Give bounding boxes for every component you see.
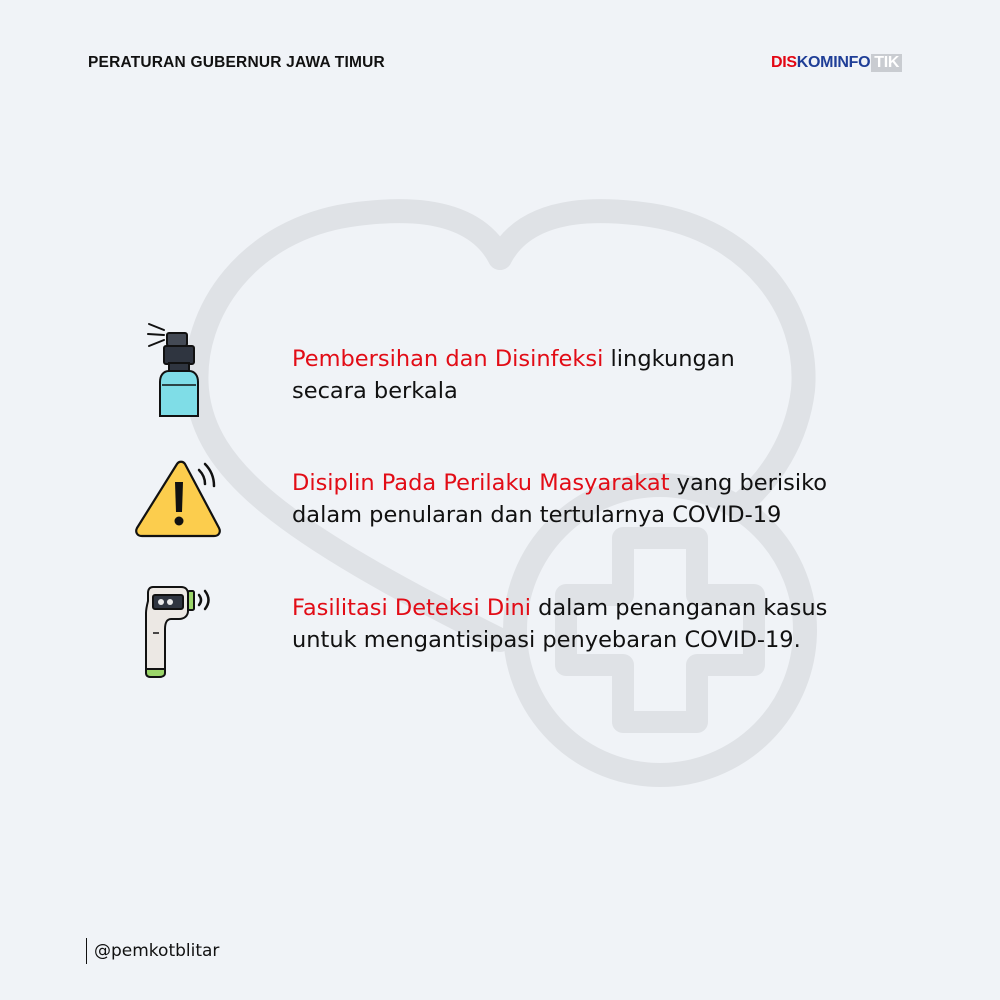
warning-triangle-icon	[135, 458, 230, 558]
item-line-2: dalam penularan dan tertularnya COVID-19	[292, 502, 782, 528]
logo-part-tik: TIK	[871, 54, 902, 72]
item-text	[292, 343, 735, 407]
item-rest: yang berisiko	[669, 470, 828, 496]
item-highlight: Fasilitasi Deteksi Dini	[292, 595, 531, 621]
social-handle: @pemkotblitar	[86, 938, 219, 964]
item-line-1	[292, 343, 735, 375]
logo-part-kominfo: KOMINFO	[796, 53, 871, 71]
spray-bottle-icon	[135, 320, 230, 420]
item-text	[292, 592, 827, 656]
item-rest: dalam penanganan kasus	[530, 595, 828, 621]
item-line-1	[292, 467, 827, 499]
logo-part-dis: DIS	[771, 53, 797, 71]
item-line-2: secara berkala	[292, 378, 458, 404]
item-highlight: Pembersihan dan Disinfeksi	[292, 346, 604, 372]
thermometer-gun-icon	[135, 583, 230, 683]
item-line-2: untuk mengantisipasi penyebaran COVID-19.	[292, 627, 801, 653]
item-rest: lingkungan	[603, 346, 735, 372]
list-item-discipline	[135, 458, 915, 558]
list-item-cleaning	[135, 320, 915, 420]
page-title: PERATURAN GUBERNUR JAWA TIMUR	[88, 54, 385, 71]
list-item-detection	[135, 583, 915, 683]
item-text	[292, 467, 827, 531]
item-line-1	[292, 592, 827, 624]
diskominfotik-logo	[771, 53, 902, 72]
item-highlight: Disiplin Pada Perilaku Masyarakat	[292, 470, 670, 496]
